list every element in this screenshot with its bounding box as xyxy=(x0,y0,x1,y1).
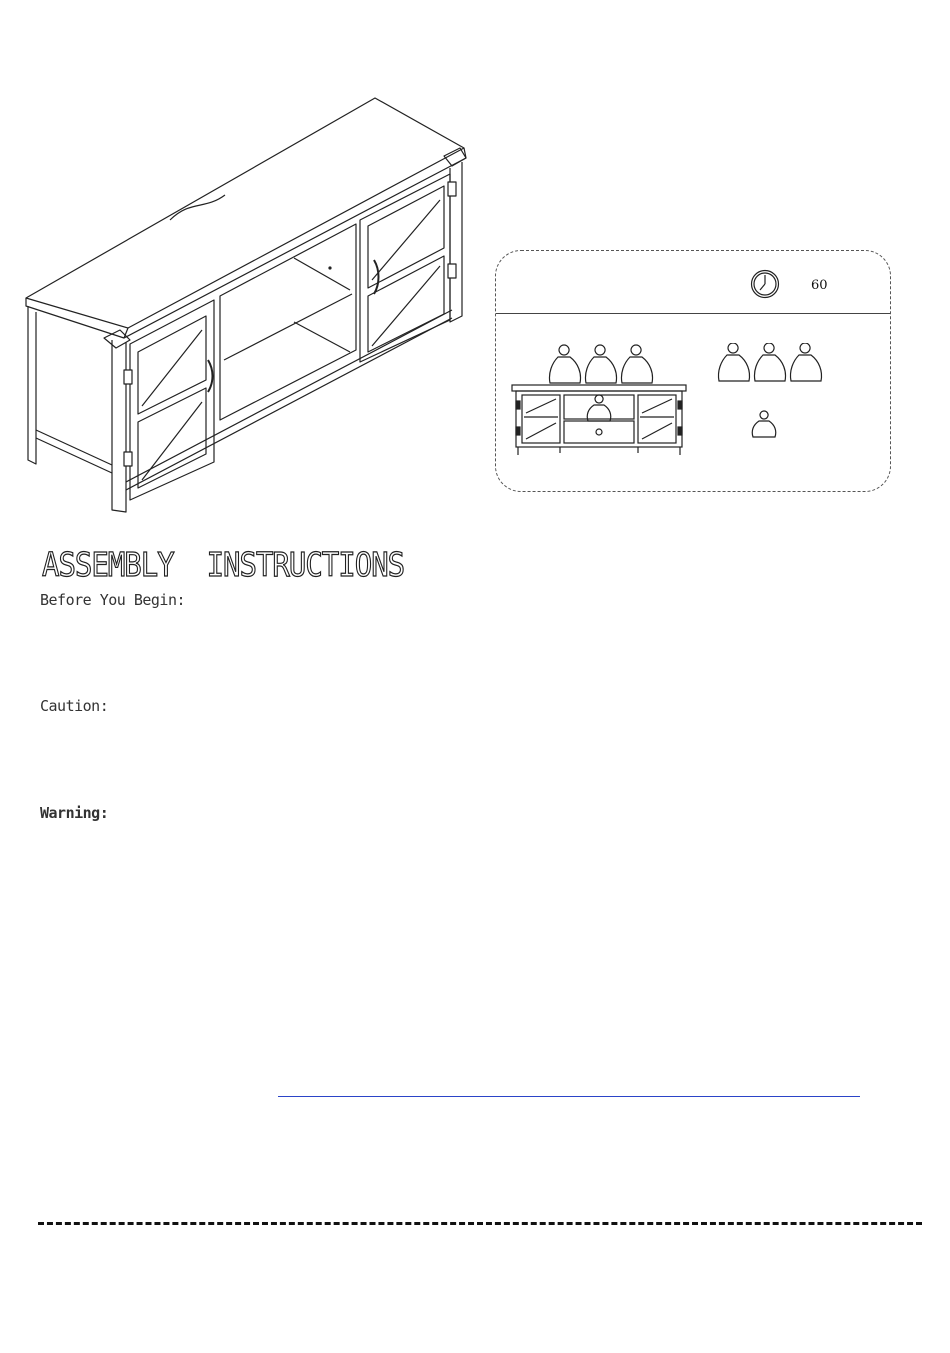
clock-icon xyxy=(749,268,781,300)
person-icon xyxy=(752,411,776,437)
hyperlink-underline[interactable] xyxy=(278,1096,860,1097)
people-required-diagram xyxy=(506,343,881,463)
assembly-info-panel xyxy=(495,250,891,492)
person-icon xyxy=(585,345,616,383)
person-icon xyxy=(587,395,611,421)
person-icon xyxy=(790,343,821,381)
panel-divider xyxy=(496,313,890,314)
person-icon xyxy=(549,345,580,383)
tv-stand-illustration xyxy=(20,90,480,520)
caution-label: Caution: xyxy=(40,697,109,715)
dashed-cut-line xyxy=(38,1222,922,1225)
person-icon xyxy=(621,345,652,383)
before-you-begin-label: Before You Begin: xyxy=(40,591,186,609)
assembly-time-value: 60 xyxy=(811,278,828,293)
person-icon xyxy=(754,343,785,381)
person-icon xyxy=(718,343,749,381)
document-title: ASSEMBLY INSTRUCTIONS xyxy=(42,546,405,585)
warning-label: Warning: xyxy=(40,804,109,822)
